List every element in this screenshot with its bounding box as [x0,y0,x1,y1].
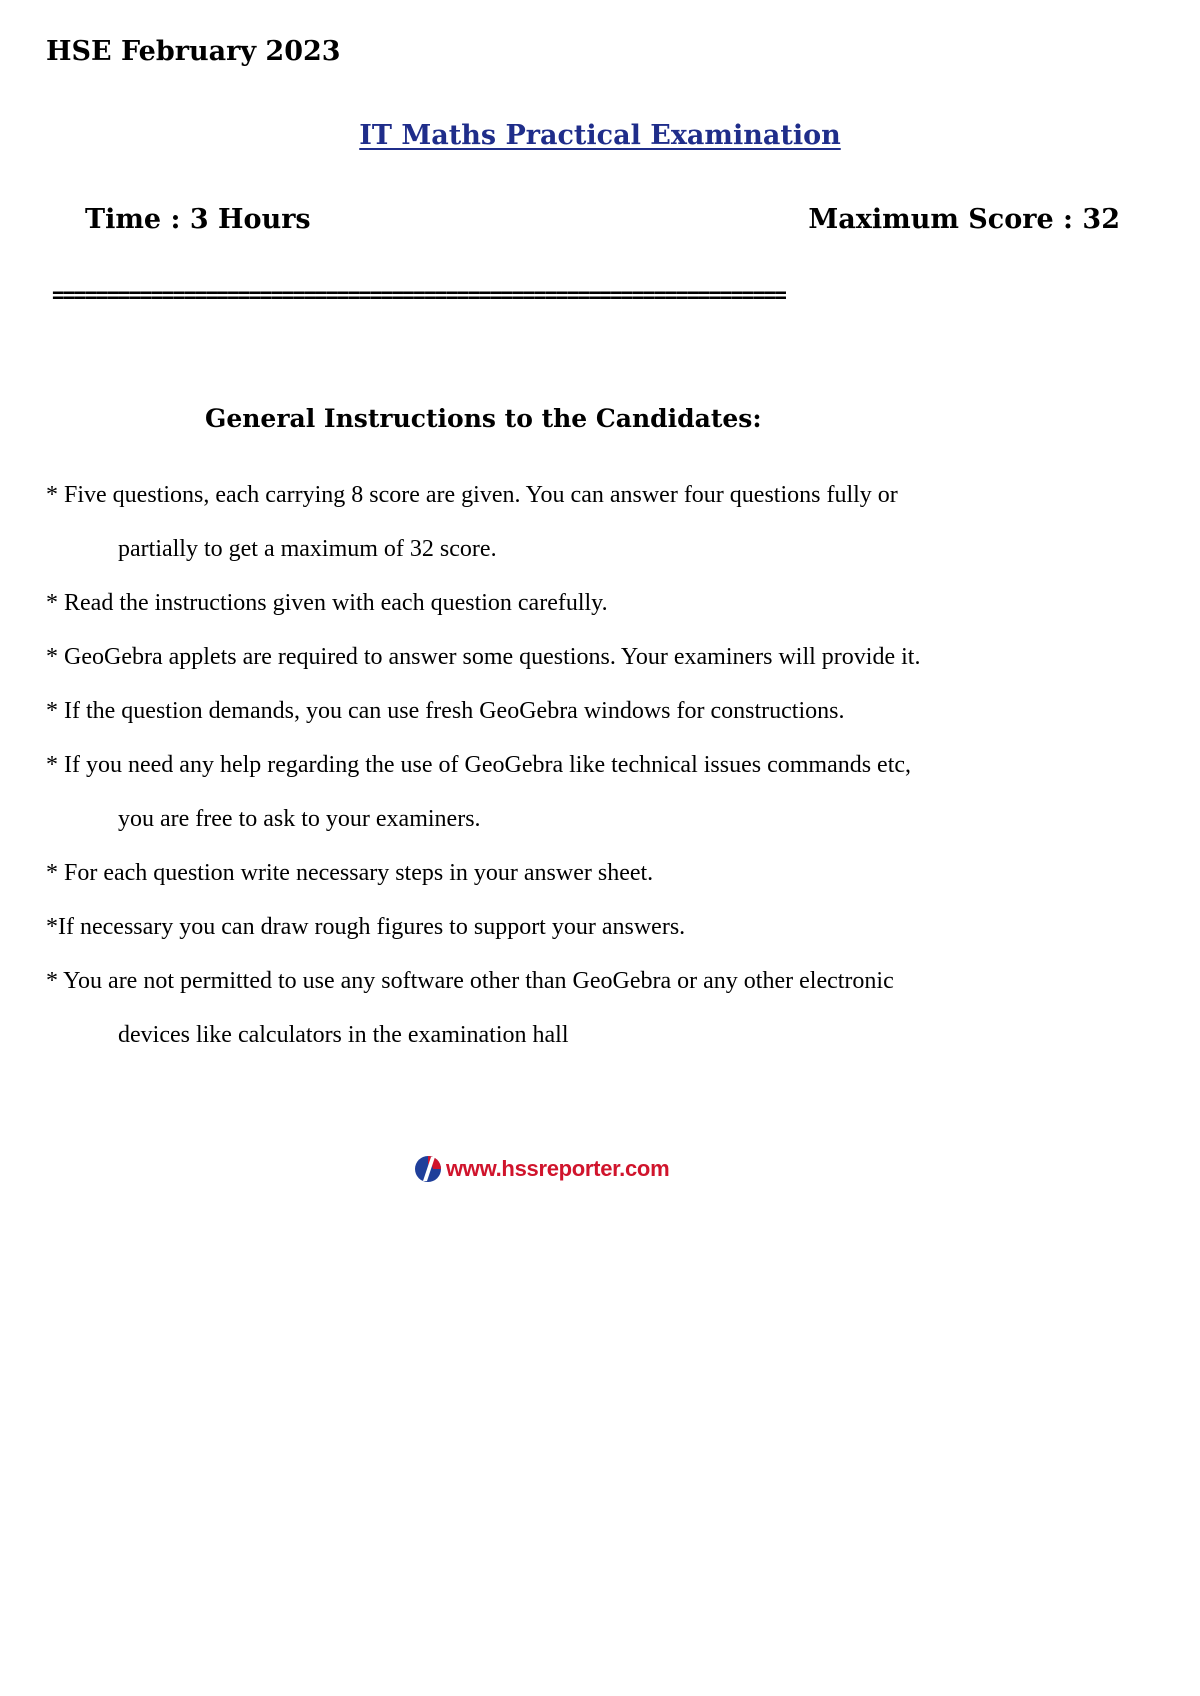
instruction-continuation: you are free to ask to your examiners. [118,806,481,832]
exam-header: HSE February 2023 [46,36,341,67]
separator-line: =================================================================== [52,283,786,307]
instruction-item [46,684,1156,738]
instruction-text: * If you need any help regarding the use of GeoGebra like technical issues commands etc, [46,752,912,778]
instruction-continuation: devices like calculators in the examination hall [118,1022,569,1048]
instruction-text: * If the question demands, you can use fresh GeoGebra windows for constructions. [46,698,845,724]
instruction-item [46,468,1156,576]
instruction-text: * Five questions, each carrying 8 score are given. You can answer four questions fully or [46,482,898,508]
instructions-list [46,468,1156,1062]
instruction-text: * You are not permitted to use any software other than GeoGebra or any other electronic [46,968,894,994]
instruction-text: * Read the instructions given with each question carefully. [46,590,608,616]
instruction-text: *If necessary you can draw rough figures to support your answers. [46,914,686,940]
document-title: IT Maths Practical Examination [359,120,841,151]
instruction-text: * GeoGebra applets are required to answer some questions. Your examiners will provide it. [46,644,921,670]
watermark [412,1152,669,1186]
instruction-item [46,738,1156,846]
instruction-item [46,630,1156,684]
instruction-continuation: partially to get a maximum of 32 score. [118,536,497,562]
maximum-score: Maximum Score : 32 [808,204,1120,235]
hssreporter-logo-icon [412,1153,444,1185]
instruction-item [46,846,1156,900]
instruction-item [46,576,1156,630]
instruction-text: * For each question write necessary steps in your answer sheet. [46,860,654,886]
exam-time: Time : 3 Hours [85,204,311,235]
instructions-heading: General Instructions to the Candidates: [205,404,762,433]
instruction-item [46,900,1156,954]
watermark-url: www.hssreporter.com [446,1156,670,1181]
instruction-item [46,954,1156,1062]
